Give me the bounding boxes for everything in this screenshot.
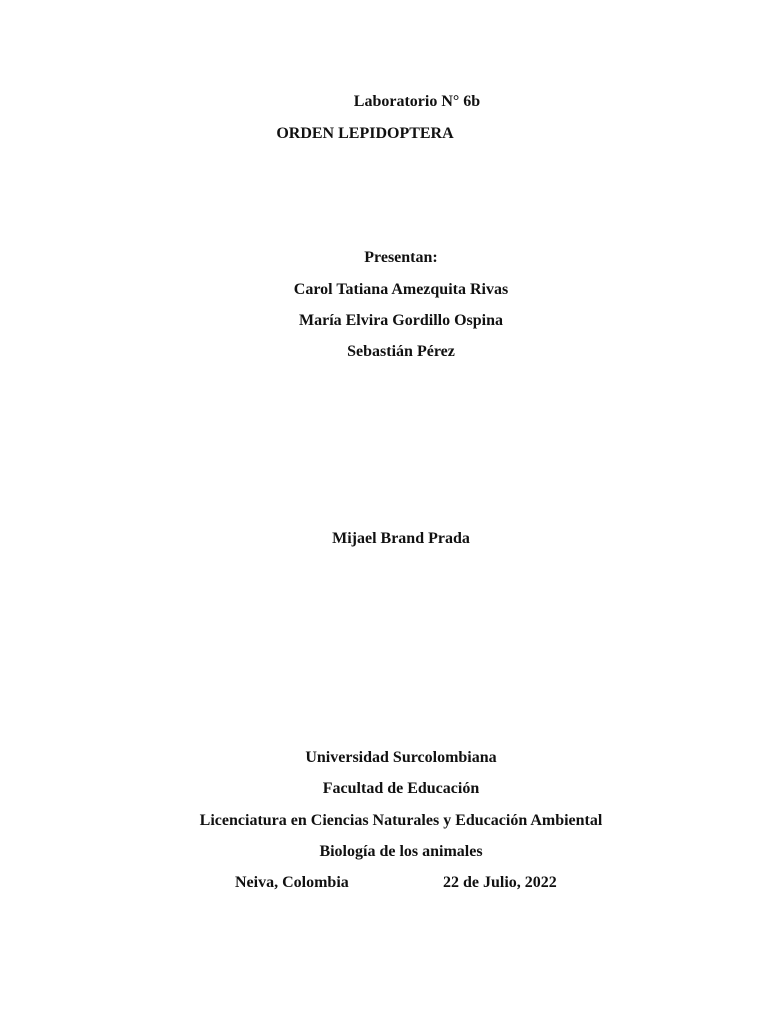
- lab-title: Laboratorio N° 6b: [353, 93, 481, 110]
- order-title: ORDEN LEPIDOPTERA: [276, 125, 454, 142]
- course-name: Biología de los animales: [319, 843, 483, 860]
- program-name: Licenciatura en Ciencias Naturales y Educación Ambiental: [199, 812, 603, 829]
- place: Neiva, Colombia: [235, 874, 349, 891]
- place-date-row: [0, 873, 768, 893]
- presenter-name: Carol Tatiana Amezquita Rivas: [293, 281, 509, 298]
- presenter-name: María Elvira Gordillo Ospina: [298, 312, 503, 329]
- presenter-name: Sebastián Pérez: [347, 343, 455, 360]
- faculty-name: Facultad de Educación: [322, 780, 480, 797]
- teacher-name: Mijael Brand Prada: [332, 530, 470, 547]
- university-name: Universidad Surcolombiana: [305, 749, 497, 766]
- date: 22 de Julio, 2022: [443, 874, 557, 891]
- presenters-label: Presentan:: [364, 249, 438, 266]
